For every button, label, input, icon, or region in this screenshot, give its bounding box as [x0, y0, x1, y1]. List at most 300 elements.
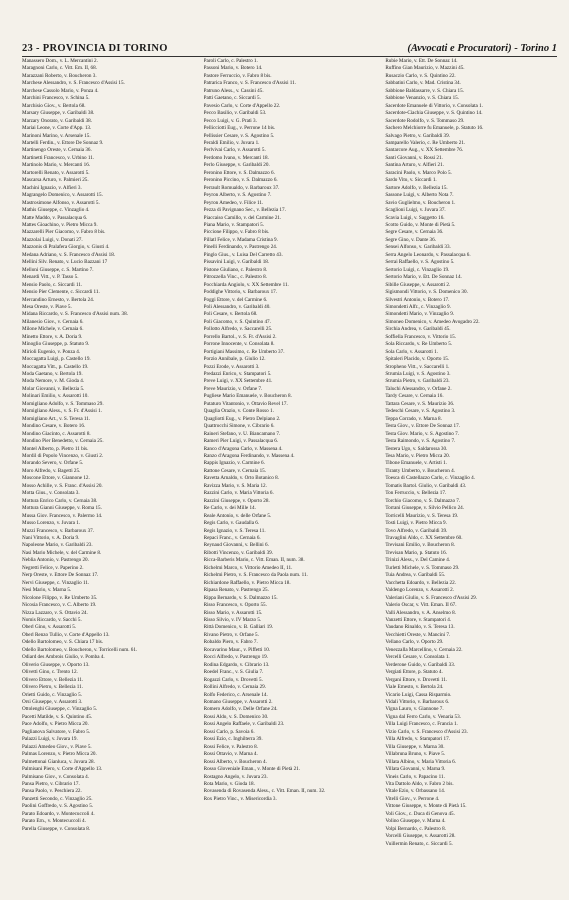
directory-entry: Pugliese Mario Emanuele, v. Boucheron 8.	[203, 393, 292, 400]
directory-entry: Nerp Oreste, v. Ettore De Sonnaz 17.	[22, 572, 99, 579]
directory-entry: Tuia Andrea, v. Garibaldi 55.	[385, 572, 446, 579]
directory-entry: Tattara Cesare, v. S. Maurizio 36.	[385, 400, 455, 407]
directory-entry: Mirioli Eugenio, v. Ponza 4.	[22, 348, 81, 355]
directory-entry: Vitale Ezio, v. Orbassano 14.	[385, 788, 446, 795]
directory-entry: Valdengo Lorenzo, v. Assarotti 2.	[385, 587, 454, 594]
directory-entry: Vidali Vittorio, v. Barbaroux 6.	[385, 698, 450, 705]
directory-entry: Marchese Cassolo Mario, v. Ponza 4.	[22, 87, 99, 94]
directory-entry: Melloni Giuseppe, c. S. Martino 7.	[22, 266, 94, 273]
directory-entry: Strumia Pietro, v. Garibaldi 23.	[385, 378, 450, 385]
directory-entry: Mattes Gioachino, v. Pietro Micca 9.	[22, 221, 98, 228]
directory-entry: Perlvivai Carlo, v. Assarotti 5.	[203, 147, 266, 154]
directory-entry: Montel Alberto, p. Pietro 11 bis.	[22, 445, 89, 452]
directory-entry: Nervi Giuseppe, c. Vinzaglio 11.	[22, 579, 90, 586]
directory-entry: Piccione Filippo, v. Fabro 8 bis.	[203, 229, 270, 236]
directory-entry: Vita Dattolo Aldo, v. Fabro 2 bis.	[385, 780, 454, 787]
directory-entry: Tardy Cesare, v. Cernaia 16.	[385, 393, 444, 400]
directory-entry: Marchisio Giov., v. Bertola 68.	[22, 102, 86, 109]
directory-entry: Marsary Giuseppe, v. Garibaldi 38.	[22, 110, 95, 117]
directory-entry: Rivano Pietro, v. Orfane 5.	[203, 631, 259, 638]
directory-entry: Romano Giuseppe, v. Assarotti 2.	[203, 698, 273, 705]
directory-entry: Magrangelo Domenico, v. Assarotti 15.	[22, 192, 103, 199]
directory-entry: Valli Alessandro, v. A. Anselmo 8.	[385, 609, 456, 616]
directory-entry: Pellissier Cesare, v. S. Agostino 5.	[203, 132, 275, 139]
directory-entry: Vanzetti Ettore, v. Stampatori 4.	[385, 616, 452, 623]
directory-entry: Pecco Basilio, v. Garibaldi 53.	[203, 110, 267, 117]
directory-entry: Simoneo Domenico, v. Amedeo Avogadro 22.	[385, 318, 480, 325]
directory-entry: Minetto Ettore, v. A. Doria 9.	[22, 333, 83, 340]
directory-entry: Odello Bartolomeo, v. S. Chiara 17 bis.	[22, 639, 104, 646]
directory-entry: Rusaczio Carlo, v. S. Quintino 22.	[385, 72, 456, 79]
directory-entry: Martinetti Francesco, v. Urbino 11.	[22, 154, 95, 161]
directory-entry: Valerio Oscar, v. Vitt. Eman. II 67.	[385, 602, 457, 609]
directory-entry: Ton Ferruccio, v. Bellezia 17.	[385, 490, 447, 497]
directory-entry: Perlo Giuseppe, v. Garibaldi 20.	[203, 162, 270, 169]
directory-entry: Oberl Gino, v. Assarotti 5.	[22, 624, 77, 631]
directory-entry: Morando Severo, v. Orfane 5.	[22, 460, 84, 467]
city-title: Torino 1	[520, 42, 557, 54]
directory-entry: Sertorio Luigi, c. Vinzaglio 19.	[385, 266, 450, 273]
directory-entry: Parato Ern., v. Montecuccoli 4.	[22, 818, 86, 825]
directory-entry: Vergiati Ettore, p. Statuto 4.	[385, 669, 443, 676]
directory-entry: Rollini Alfredo, v. Cernaia 29.	[203, 684, 267, 691]
page-header	[22, 40, 557, 57]
directory-entry: Tovo Alfredo, v. Garibaldi 39.	[385, 527, 448, 534]
directory-entry: Nani Vittorio, v. A. Doria 9.	[22, 535, 80, 541]
directory-entry: Vorcelli Giuseppe, v. Assarotti 28.	[385, 833, 456, 840]
directory-entry: Savio Guglielmo, v. Boucheron 1.	[385, 199, 456, 206]
directory-entry: Sachero Melchiorre fu Emanuele, p. Statuto 16.	[385, 125, 484, 132]
directory-entry: Moccagatta Vitt., p. Castello 19.	[22, 363, 89, 370]
directory-entry: Ruffino Gian Maurizio, v. Mazzini 45.	[385, 65, 465, 72]
directory-entry: Tesa Mario, v. Pietro Micca 20.	[385, 453, 451, 460]
directory-entry: Testa Giov. Mario, v. S. Agostino 7.	[385, 430, 459, 437]
directory-entry: Rattone Cesare, v. Cernaia 15.	[203, 467, 267, 474]
directory-entry: Mensio Paolo, c. Siccardi 11.	[22, 281, 83, 288]
directory-entry: Preve Luigi, v. XX Settembre 41.	[203, 378, 273, 385]
directory-entry: Pitrozzella Vinc., c. Palestro 8.	[203, 274, 267, 281]
directory-entry: Richiardone Raffaello, v. Pietro Micca 18.	[203, 579, 291, 586]
directory-entry: Tibone Emanuele, v. Artisti 1.	[385, 460, 447, 467]
directory-entry: Pissavini Luigi, v. Garibaldi 18.	[203, 259, 270, 266]
directory-entry: Musso Lorenzo, v. Juvara 1.	[22, 520, 81, 527]
directory-entry: Rostagno Angelo, v. Juvara 23.	[203, 773, 268, 780]
directory-entry: Molar Giovanni, v. Bellezia 5.	[22, 385, 85, 392]
directory-entry: Nicosia Francesco, v. C. Alberto 19.	[22, 602, 97, 609]
directory-entry: Preve Maurizio, v. Orfane 7.	[203, 385, 263, 392]
directory-entry: Pinelli Ferdinando, v. Pastrengo 24.	[203, 244, 278, 251]
directory-entry: Nesi Mario, v. Marna 5.	[22, 587, 72, 594]
directory-entry: Mottura Enrico Carlo, v. Cernaia 38.	[22, 497, 98, 504]
directory-entry: Volino Giuseppe, v. Marna 4.	[385, 818, 446, 825]
directory-entry: Paroli Carlo, c. Palestro 1.	[203, 58, 258, 64]
directory-entry: Orsi Giuseppe, v. Assarotti 3.	[22, 698, 83, 705]
directory-entry: Mondino Pier Benedetto, v. Cernaia 25.	[22, 438, 104, 445]
directory-column-3	[385, 58, 557, 882]
directory-entry: Poddighe Vittorio, v. Barbaroux 17.	[203, 289, 278, 296]
directory-entry: Moro Alfredo, v. Bagetti 25.	[22, 467, 81, 474]
directory-entry: Saracini Paolo, v. Marco Polo 5.	[385, 169, 452, 176]
directory-entry: Repaci Franc., v. Cernaia 6.	[203, 535, 261, 541]
directory-entry: Ranzo d'Aragona Ferdinando, v. Massena 4.	[203, 453, 295, 460]
directory-entry: Martorelli Renato, v. Assarotti 5.	[22, 169, 90, 176]
directory-entry: Toesca di Castellazzo Carlo, c. Vinzaglio 4.	[385, 475, 475, 482]
directory-entry: Midana Riccardo, v. S. Francesco d'Assisi num. 38.	[22, 311, 128, 318]
directory-entry: Ottolenghi Giuseppe, c. Vinzaglio 5.	[22, 706, 98, 713]
directory-entry: Pistone Giuliano, c. Palestro 8.	[203, 266, 268, 273]
directory-entry: Salvago Pietro, v. Garibaldi 39.	[385, 132, 450, 139]
directory-entry: Porrone Innocente, v. Consolata 8.	[203, 341, 275, 348]
directory-entry: Putaturo Vitantonio, v. Ottavio Revel 17.	[203, 400, 288, 407]
page-heading: 23 - PROVINCIA DI TORINO	[22, 42, 168, 54]
directory-entry: Pace Adolfo, v. Pietro Micca 20.	[22, 721, 89, 728]
directory-entry: Reale Antonio, v. delle Orfane 5.	[203, 512, 272, 519]
directory-entry: Muzzi Francesco, v. Barbaroux 37.	[22, 527, 95, 534]
directory-entry: Ranco d'Aragona Carlo, v. Massena 4.	[203, 445, 283, 452]
directory-entry: Medana Adriano, v. S. Francesco d'Assisi 18.	[22, 251, 116, 258]
directory-entry: Sigismondi Vittorio, v. S. Domenico 30.	[385, 289, 468, 296]
directory-entry: Rocavarino Maur., v. Piffetti 10.	[203, 646, 271, 653]
directory-entry: Pacetti Matilde, v. S. Quintino 45.	[22, 713, 93, 720]
directory-entry: Razzini Giuseppe, v. Oporto 28.	[203, 497, 270, 504]
directory-entry: Odiard des Ambrois Giulio, v. Pomba 4.	[22, 654, 105, 661]
directory-entry: Parato Edoardo, v. Montecuccoli 4.	[22, 810, 95, 817]
directory-entry: Torricelli Maurizio, v. S. Teresa 19.	[385, 512, 459, 519]
directory-entry: Poli Alessandro, v. Garibaldi 40.	[203, 303, 271, 310]
directory-entry: Momigliano Adolfo, v. S. Tommaso 29.	[22, 400, 104, 407]
directory-entry: Villa Giuseppe, v. Marna 30.	[385, 743, 445, 750]
page-number: 23	[22, 42, 34, 54]
section-heading: (Avvocati e Procuratori) - Torino 1	[407, 42, 557, 54]
directory-entry: Parella Giuseppe, v. Consolata 8.	[22, 825, 91, 832]
directory-entry: Testera Ugo, v. Saldarossa 30.	[385, 445, 448, 452]
directory-entry: Quaglia Orazio, v. Conte Rosso 1.	[203, 408, 274, 415]
directory-entry: Panzetti Secondo, c. Vinzaglio 25.	[22, 795, 93, 802]
directory-entry: Venezzalla Marcellino, v. Cernaia 22.	[385, 646, 463, 653]
directory-entry: Pillatl Felice, v. Madama Cristina 9.	[203, 236, 278, 243]
directory-entry: Moccagatta Luigi, p. Castello 19.	[22, 356, 91, 363]
directory-entry: Rogazzi Carlo, v. Drovetti 5.	[203, 676, 263, 683]
directory-entry: Paglianova Salvatore, v. Fabro 5.	[22, 728, 91, 735]
directory-entry: Matte Maddo, v. Passalacqua 6.	[22, 214, 88, 221]
directory-entry: Santi Giovanni, v. Rossi 21.	[385, 154, 443, 161]
directory-entry: Mathis Giuseppe, c. Vinzaglio 4.	[22, 207, 90, 214]
directory-entry: Patti Gaetano, c. Siccardi 5.	[203, 95, 261, 102]
directory-entry: Rossi Ezio, c. Inghilterra 39.	[203, 736, 263, 743]
directory-entry: Sacerdote Rodolfo, v. S. Tommaso 29.	[385, 117, 465, 124]
directory-entry: Menardi Vitt., v. P. Tasso 5.	[22, 274, 79, 281]
directory-entry: Regis Ignazio, v. S. Teresa 11.	[203, 527, 266, 534]
directory-entry: Sirchia Andrea, v. Garibaldi 45.	[385, 326, 451, 333]
directory-entry: Pellicciotti Eug., v. Perrone 14 bis.	[203, 125, 276, 132]
directory-entry: Rosso Gloveniale Eman., v. Monte di Pietà 21.	[203, 766, 300, 773]
directory-entry: Soffiella Francesco, v. Vittorio 15.	[385, 333, 457, 340]
directory-entry: Sacerdote-Ciachia Giuseppe, v. S. Quintino 14.	[385, 110, 483, 117]
directory-entry: Vacchetta Edoardo, v. Bellezia 22.	[385, 579, 456, 586]
directory-entry: Mussa Giov. Francesco, v. Palermo 14.	[22, 512, 103, 519]
directory-entry: Porzio Annibale, p. Giulio 12.	[203, 356, 266, 363]
directory-entry: Sabbione Venanzio, v. S. Chiara 15.	[385, 95, 460, 102]
directory-entry: Martelli Ferdin., v. Ettore De Sonnaz 9.	[22, 139, 104, 146]
directory-entry: Porrello Bartol., v. S. Fr. d'Assisi 2.	[203, 333, 277, 340]
directory-entry: Pozzi Erode, v. Assarotti 3.	[203, 363, 260, 370]
directory-entry: Oberl Renzo Tullio, v. Corte d'Appello 13.	[22, 631, 110, 638]
directory-entry: Samparello Valerio, c. Re Umberto 21.	[385, 139, 466, 146]
directory-entry: Peyron Amedeo, v. Filice 11.	[203, 199, 264, 206]
directory-entry: Vizio Carlo, v. S. Francesco d'Assisi 23.	[385, 728, 468, 735]
directory-entry: Sabbione Baldassarre, v. S. Chiara 15.	[385, 87, 464, 94]
directory-entry: Pinglo Gius., v. Luisa Del Carretto 43.	[203, 251, 283, 258]
directory-entry: Mastrosimone Alfonso, v. Assarotti 5.	[22, 199, 100, 206]
directory-entry: Vercelli Cesare, v. Consolata 1.	[385, 654, 450, 661]
directory-entry: Palazzi Amedeo Giov., v. Piave 5.	[22, 743, 92, 750]
directory-entry: Testa Giov., v. Ettore De Sonnaz 17.	[385, 423, 460, 430]
directory-entry: Tedeschi Cesare, v. S. Agostino 3.	[385, 408, 456, 415]
directory-entry: Vittone Giuseppe, v. Monte di Pietà 15.	[385, 803, 467, 810]
directory-entry: Perdomo Ivano, v. Mercanti 18.	[203, 154, 269, 161]
directory-entry: Vicario Luigi, Cassa Risparmio.	[385, 691, 452, 698]
directory-entry: Sardo Vito, v. Siccardi 1.	[385, 177, 437, 184]
directory-entry: Travaglini Aldo, c. XX Settembre 60.	[385, 535, 463, 541]
directory-entry: Orietti Guido, c. Vinzaglio 5.	[22, 691, 82, 698]
directory-entry: Motta Gius., v. Consolata 3.	[22, 490, 80, 497]
directory-entry: Taluchi Alessandro, v. Orfane 2.	[385, 385, 452, 392]
directory-entry: Rovasenda di Rovasenda Aless., c. Vitt. Eman. II, num. 32.	[203, 788, 326, 795]
directory-entry: Mottura Gianni Giuseppe, v. Roma 15.	[22, 505, 102, 512]
directory-entry: Spitaleri Placido, v. Oporto 15.	[385, 356, 450, 363]
directory-entry: Mercandino Ernesto, v. Bertola 24.	[22, 296, 95, 303]
directory-entry: Tiranty Umberto, v. Boucheron 4.	[385, 467, 455, 474]
directory-entry: Rolfo Federico, c. Arsenale 14.	[203, 691, 268, 698]
directory-column-1	[22, 58, 194, 882]
directory-entry: Risso Silvio, v. IV Marzo 5.	[203, 616, 262, 623]
directory-entry: Mazzolai Luigi, v. Donati 27.	[22, 236, 83, 243]
directory-entry: Pezza di Pavignano Sec., v. Bellezia 17.	[203, 207, 286, 214]
directory-entry: Nicolone Filippo, v. Re Umberto 35.	[22, 594, 98, 601]
directory-entry: Moscone Ettore, v. Giannone 12.	[22, 475, 90, 482]
directory-entry: Moda Gaetano, v. Bertola 19.	[22, 371, 83, 378]
directory-entry: Ravetta Arnaldo, v. Orto Botanico 8.	[203, 475, 280, 482]
directory-entry: Mondino Giacinto, c. Assarotti 8.	[22, 430, 91, 437]
directory-entry: Patruno Aless., v. Cassini 45.	[203, 87, 264, 94]
directory-entry: Nomis Riccardo, v. Sacchi 5.	[22, 616, 82, 623]
directory-entry: Vergani Ettore, v. Drovetti 11.	[385, 676, 448, 683]
directory-entry: Tomatis Bartol. Giulio, v. Garibaldi 43.	[385, 482, 467, 489]
directory-entry: Marzary Onorato, v. Garibaldi 38.	[22, 117, 93, 124]
directory-entry: Ribotti Vincenzo, v. Garibaldi 39.	[203, 549, 274, 556]
directory-entry: Predazzi Enrico, v. Stampatori 5.	[203, 371, 272, 378]
directory-entry: Sola Riccardo, v. Re Umberto 5.	[385, 341, 453, 348]
directory-entry: Oliverio Giuseppe, v. Oporto 13.	[22, 661, 90, 668]
directory-entry: Mensio Pier Clemente, c. Siccardi 11.	[22, 289, 100, 296]
directory-entry: Pavesio Carlo, v. Corte d'Appello 22.	[203, 102, 281, 109]
directory-entry: Rodina Edgardo, v. Cibrario 13.	[203, 661, 270, 668]
directory-entry: Rox Pietro Vinc., v. Misericordia 3.	[203, 795, 277, 802]
directory-entry: Torrani Giuseppe, v. Silvio Pellico 24.	[385, 505, 465, 512]
directory-entry: Passoni Mario, v. Botero 14.	[203, 65, 263, 72]
directory-entry: Pecco Luigi, v. G. Prati 3.	[203, 117, 257, 124]
directory-entry: Mordil di Popolo Vincenzo, v. Giusti 2.	[22, 453, 104, 460]
directory-entry: Voli Giov., c. Duca di Genova 45.	[385, 810, 455, 817]
directory-entry: Robaldo Piero, v. Fabro 7.	[203, 639, 258, 646]
directory-entry: Momigliano Aless., v. S. Fr. d'Assisi 1.	[22, 408, 102, 415]
directory-entry: Sassone Luigi, v. Alberto Nota 7.	[385, 192, 454, 199]
directory-entry: Trevisan Mario, p. Statuto 16.	[385, 549, 447, 556]
directory-entry: Sola Carlo, v. Assarotti 1.	[385, 348, 438, 355]
directory-entry: Sensei Alfonso, v. Garibaldi 33.	[385, 244, 451, 251]
directory-entry: Rippa Bernardo, v. S. Dalmazzo 15.	[203, 594, 278, 601]
directory-entry: Patrarica Franco, v. S. Francesco d'Assisi 11.	[203, 80, 297, 87]
directory-entry: Simondetti Mario, v. Vinzaglio 9.	[385, 311, 455, 318]
directory-entry: Portigiani Massimo, c. Re Umberto 37.	[203, 348, 285, 355]
directory-entry: Quattrocchi Simone, v. Cibrario 6.	[203, 423, 275, 430]
directory-entry: Simondetti Alfr., c. Vinzaglio 9.	[385, 303, 451, 310]
directory-entry: Vecchietti Oreste, v. Mancini 7.	[385, 631, 451, 638]
directory-entry: Rameri Pier Luigi, v. Passalacqua 6.	[203, 438, 279, 445]
directory-entry: Richelmi Pietro, v. S. Francesco da Paola num. 11.	[203, 572, 308, 579]
directory-entry: Pansa Pietro, v. Cibrario 17.	[22, 780, 80, 787]
directory-entry: Piaccaiso Camillo, v. del Carmine 21.	[203, 214, 282, 221]
directory-entry: Momigliano Art., v. S. Teresa 11.	[22, 415, 91, 422]
directory-entry: Palmisani Piero, v. Corte d'Appello 13.	[22, 766, 103, 773]
directory-entry: Stropheno Vitt., v. Saccarelli 1.	[385, 363, 450, 370]
directory-entry: Segre Gino, v. Dante 36.	[385, 236, 436, 243]
directory-entry: Ripasa Renato, v. Pastrengo 25.	[203, 587, 269, 594]
directory-entry: Rappis Ignazio, v. Carmine 6.	[203, 460, 265, 467]
directory-entry: Pansa Paolo, v. Peschiera 22.	[22, 788, 82, 795]
directory-entry: Peronino Ettore, v. S. Dalmazzo 6.	[203, 169, 275, 176]
directory-entry: Vigna dal Ferro Carlo, v. Venaria 53.	[385, 713, 461, 720]
directory-entry: Minoglio Giuseppe, p. Statuto 9.	[22, 341, 90, 348]
directory-entry: Teppa Corrado, v. Marna 8.	[385, 415, 442, 422]
directory-entry: Trevisani Emilio, v. Boucheron 8.	[385, 542, 455, 549]
directory-entry: Rossi Angelo Raffaele, v. Garibaldi 23.	[203, 721, 285, 728]
directory-columns	[22, 58, 557, 882]
directory-entry: Ravizza Mario, v. S. Maria 12.	[203, 482, 267, 489]
directory-entry: Poli Giacomo, v. S. Quintino 47.	[203, 318, 271, 325]
directory-entry: Martinolo Mario, v. Mercanti 16.	[22, 162, 91, 169]
directory-entry: Martinengo Oreste, v. Cernaia 36.	[22, 147, 92, 154]
directory-entry: Mazzonis di Pralafera Giorgio, v. Giusti 4.	[22, 244, 110, 251]
directory-entry: Vellano Carlo, v. Oporto 29.	[385, 639, 444, 646]
directory-entry: Santina Arturo, v. Alfieri 21.	[385, 162, 444, 169]
directory-entry: Volpi Bernardo, c. Palestro 8.	[385, 825, 446, 832]
directory-entry: Silvestri Antonio, v. Botero 17.	[385, 296, 450, 303]
directory-entry: Torchio Giacomo, v. S. Dalmazzo 7.	[385, 497, 461, 504]
directory-entry: Ricca-Barberis Mario, c. Vitt. Eman. II, num. 38.	[203, 557, 305, 564]
directory-entry: Marinoni Marino, v. Arsenale 15.	[22, 132, 91, 139]
directory-entry: Scaglioni Luigi, v. Juvara 37.	[385, 207, 446, 214]
directory-entry: Palmisano Giov., v. Consolata 4.	[22, 773, 90, 780]
directory-entry: Pastore Ferruccio, v. Fabro 8 bis.	[203, 72, 272, 79]
directory-entry: Moda Nemore, v. M. Gioda 4.	[22, 378, 85, 385]
directory-entry: Poli Cesare, v. Bertola 68.	[203, 311, 258, 318]
directory-entry: Palazzi Luigi, v. Juvara 19.	[22, 736, 78, 743]
directory-entry: Risso Mario, v. Assarotti 15.	[203, 609, 263, 616]
directory-entry: Sertorio Mario, v. Ett. De Sonnaz 14.	[385, 274, 462, 281]
directory-entry: Mascarsa Arturo, v. Palmieri 25.	[22, 177, 89, 184]
directory-entry: Richelmi Marco, v. Vittorio Amedeo II, 11.	[203, 564, 293, 571]
directory-entry: Rossi Ottavio, v. Marna 4.	[203, 751, 258, 758]
directory-entry: Mondino Cesare, v. Botero 16.	[22, 423, 86, 430]
directory-entry: Scotto Guido, v. Monte di Pietà 5.	[385, 221, 456, 228]
directory-entry: Olivero Pietro, v. Bellezia 11.	[22, 684, 84, 691]
directory-entry: Mariai Leone, v. Corte d'App. 13.	[22, 125, 92, 132]
directory-entry: Maragnoni Carlo, c. Vitt. Em. II, 68.	[22, 65, 97, 72]
directory-entry: Peronino Piccino, v. S. Dalmazzo 6.	[203, 177, 278, 184]
directory-entry: Sartore Adolfo, v. Bellezia 15.	[385, 184, 448, 191]
directory-entry: Olivetti Gino, c. Trento 12.	[22, 669, 78, 676]
directory-entry: Serra Angelo Leonardo, v. Passalacqua 6.	[385, 251, 471, 258]
directory-entry: Rubie Mario, v. Ett. De Sonnaz 14.	[385, 58, 458, 64]
directory-entry: Verderone Guido, v. Garibaldi 33.	[385, 661, 456, 668]
directory-entry: Peyron Alberto, v. S. Agostino 7.	[203, 192, 272, 199]
directory-entry: Scavia Luigi, v. Saggetto 16.	[385, 214, 445, 221]
directory-entry: Serrai Raffaello, v. S. Agostino 5.	[385, 259, 455, 266]
directory-entry: Pocchiarda Angiolo, v. XX Settembre 11.	[203, 281, 289, 288]
directory-entry: Viale Ernesto, v. Bertola 24.	[385, 684, 444, 691]
province-title: PROVINCIA DI TORINO	[42, 42, 168, 54]
directory-entry: Pollotto Alfredo, v. Saccarelli 25.	[203, 326, 273, 333]
directory-entry: Regis Carlo, v. Gaudalla 6.	[203, 520, 260, 527]
directory-entry: Piana Mario, v. Stampatori 5.	[203, 221, 265, 228]
directory-entry: Risso Francesco, v. Oporto 55.	[203, 602, 267, 609]
directory-entry: Villata Giovanni, v. Marna 9.	[385, 766, 446, 773]
directory-entry: Poggi Ettore, v. del Carmine 6.	[203, 296, 268, 303]
directory-entry: Villata Albino, v. Maria Vittoria 6.	[385, 758, 456, 765]
directory-entry: Vitelli Giov., v. Perrone 4.	[385, 795, 440, 802]
directory-entry: Vigna Lauro, v. Giannone 7.	[385, 706, 444, 713]
directory-column-2	[204, 58, 376, 882]
directory-entry: Mesa Oreste, v. Piave 5.	[22, 303, 72, 310]
directory-entry: Trinizi Aless., v. Del Camine 4.	[385, 557, 451, 564]
directory-entry: Rossi Felice, v. Palestro 8.	[203, 743, 259, 750]
directory-entry: Rota Mario, v. Gioda 18.	[203, 780, 255, 787]
directory-entry: Villabruna Bruno, v. Piave 5.	[385, 751, 446, 758]
directory-entry: Napoleone Mario, v. Garibaldi 23.	[22, 542, 93, 549]
directory-entry: Negretti Felice, v. Paperino 2.	[22, 564, 84, 571]
directory-entry: Molinari Emilio, v. Assarotti 10.	[22, 393, 89, 400]
directory-entry: Vaudano Rinaldo, v. S. Teresa 13.	[385, 624, 455, 631]
directory-entry: Reynaud Giovanni, v. Bellini 6.	[203, 542, 269, 549]
directory-entry: Testa Raimondo, v. S. Agostino 7.	[385, 438, 456, 445]
directory-entry: Re Carlo, v. dei Mille 14.	[203, 505, 256, 512]
directory-entry: Manassero Dom., v. L. Mercantini 2.	[22, 58, 98, 64]
directory-entry: Vuillermin Renato, c. Siccardi 5.	[385, 840, 453, 847]
directory-entry: Rocci Alfredo, v. Pastrengo 19.	[203, 654, 269, 661]
directory-entry: Razzini Carlo, v. Maria Vittoria 6.	[203, 490, 274, 497]
directory-entry: Olivero Ettore, v. Bellezia 11.	[22, 676, 84, 683]
directory-entry: Nizza Lazzaro, v. S. Ottavio 24.	[22, 609, 88, 616]
directory-entry: Mosso Achille, v. S. Franc. d'Assisi 20.	[22, 482, 103, 489]
directory-entry: Quagliotti Eug., v. Pietro Delpiano 2.	[203, 415, 281, 422]
directory-entry: Marchini Francesco, v. Schina 5.	[22, 95, 90, 102]
directory-entry: Rossi Alberto, v. Boucheron 4.	[203, 758, 267, 765]
directory-entry: Turletti Michele, v. S. Tommaso 29.	[385, 564, 460, 571]
directory-entry: Segre Cesare, v. Cernaia 36.	[385, 229, 444, 236]
directory-entry: Neblia Antonio, v. Pastrengo 20.	[22, 557, 89, 564]
directory-entry: Villa Luigi Francesco, c. Francia 1.	[385, 721, 458, 728]
directory-entry: Paolini Goffredo, v. S. Agostino 5.	[22, 803, 94, 810]
directory-entry: Milone Michele, v. Cernaia 6.	[22, 326, 84, 333]
directory-entry: Sacerdote Emanuele di Vittorio, v. Consolata 1.	[385, 102, 483, 109]
directory-entry: Rossi Carlo, p. Savoia 6.	[203, 728, 255, 735]
directory-entry: Perrault Romualdo, v. Barbaroux 37.	[203, 184, 280, 191]
directory-entry: Rittà Domenico, v. B. Galliari 19.	[203, 624, 274, 631]
category-title: (Avvocati e Procuratori)	[407, 42, 512, 54]
directory-entry: Marazzani Roberto, v. Boucheron 3.	[22, 72, 97, 79]
directory-entry: Villa Alfredo, v. Stampatori 17.	[385, 736, 450, 743]
